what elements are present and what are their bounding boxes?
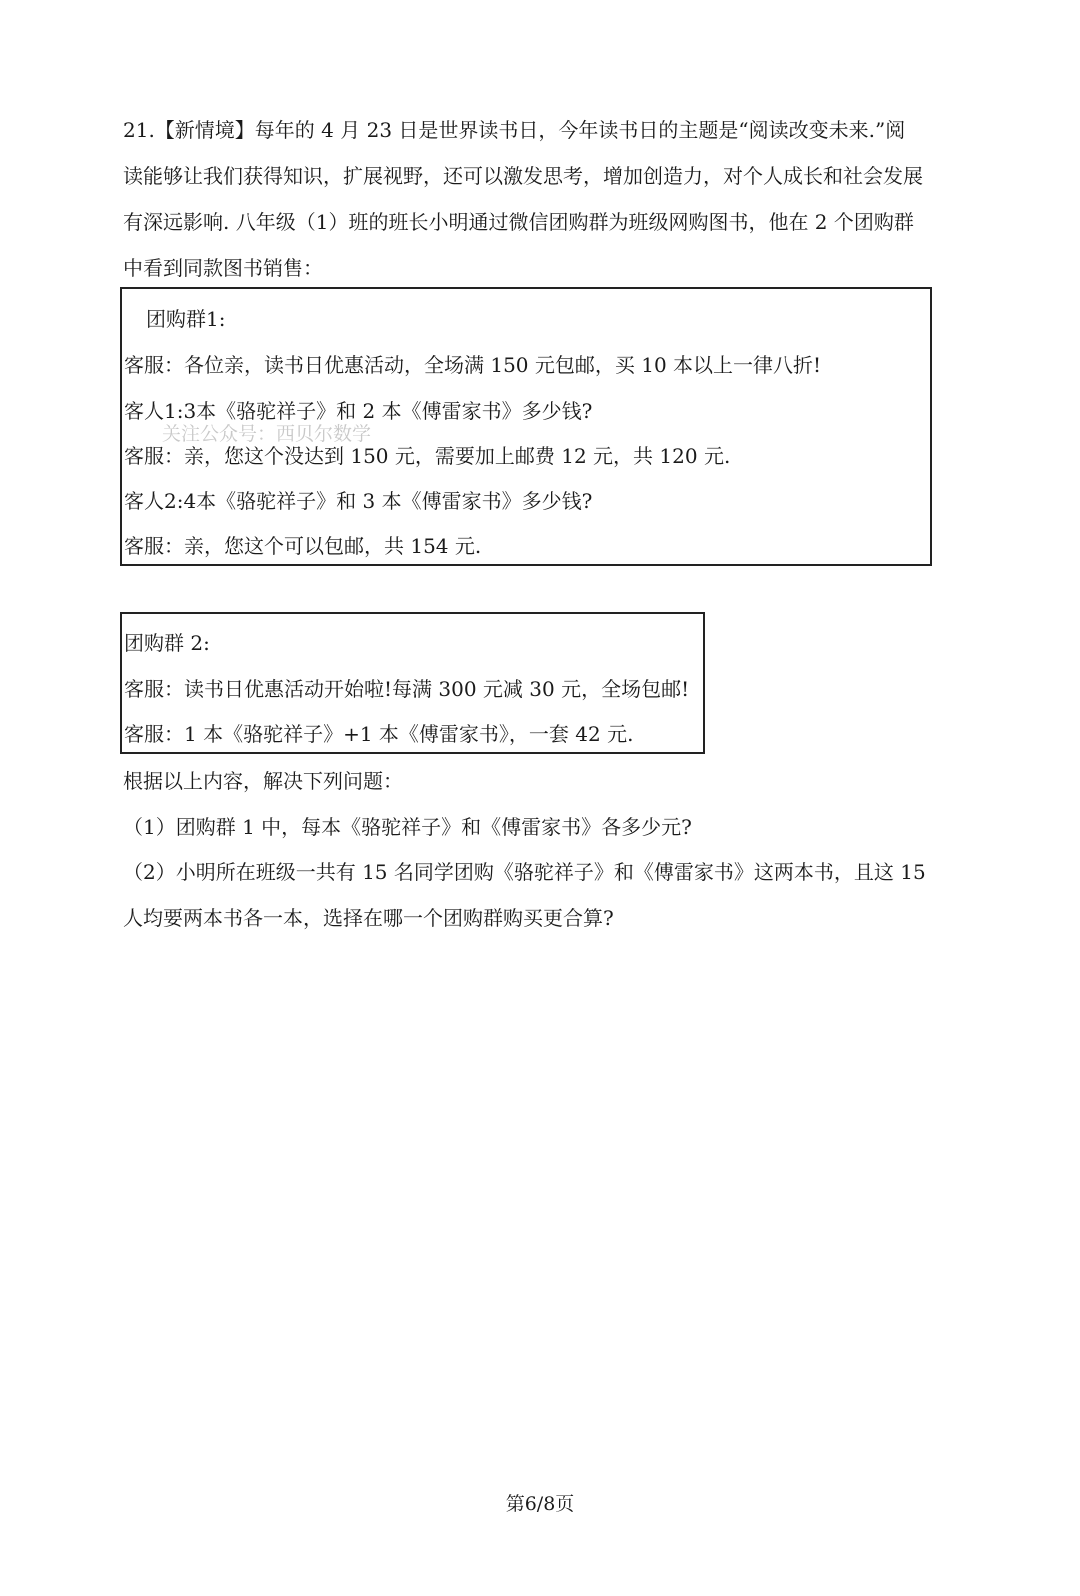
group1-line-2: 客人1:3本《骆驼祥子》和 2 本《傅雷家书》多少钱?	[124, 399, 593, 423]
group2-line-1: 客服：读书日优惠活动开始啦!每满 300 元减 30 元，全场包邮!	[124, 677, 690, 701]
problem-line-4: 中看到同款图书销售：	[123, 256, 323, 280]
question-2-line-1: （2）小明所在班级一共有 15 名同学团购《骆驼祥子》和《傅雷家书》这两本书，且这 15	[123, 860, 926, 884]
questions-intro: 根据以上内容，解决下列问题：	[123, 769, 403, 793]
question-2-line-2: 人均要两本书各一本，选择在哪一个团购群购买更合算?	[123, 906, 614, 930]
group2-box	[120, 612, 705, 754]
group1-title: 团购群1:	[146, 307, 226, 331]
group2-title: 团购群 2:	[124, 631, 210, 655]
group2-line-2: 客服：1 本《骆驼祥子》+1 本《傅雷家书》，一套 42 元.	[124, 722, 634, 746]
page-number: 第6/8页	[505, 1493, 575, 1515]
watermark-text: 关注公众号：西贝尔数学	[162, 423, 372, 445]
group1-line-5: 客服：亲，您这个可以包邮，共 154 元.	[124, 534, 482, 558]
problem-statement	[123, 107, 931, 291]
problem-line-3: 有深远影响. 八年级（1）班的班长小明通过微信团购群为班级网购图书，他在 2 个团购群	[123, 210, 914, 234]
group1-line-3: 客服：亲，您这个没达到 150 元，需要加上邮费 12 元，共 120 元.	[124, 444, 731, 468]
group1-line-4: 客人2:4本《骆驼祥子》和 3 本《傅雷家书》多少钱?	[124, 489, 593, 513]
problem-line-1: 21.【新情境】每年的 4 月 23 日是世界读书日，今年读书日的主题是“阅读改变未来.”阅	[123, 118, 906, 142]
question-1: （1）团购群 1 中，每本《骆驼祥子》和《傅雷家书》各多少元?	[123, 815, 692, 839]
problem-line-2: 读能够让我们获得知识，扩展视野，还可以激发思考，增加创造力，对个人成长和社会发展	[123, 164, 923, 188]
group1-line-1: 客服：各位亲，读书日优惠活动，全场满 150 元包邮，买 10 本以上一律八折!	[124, 353, 822, 377]
